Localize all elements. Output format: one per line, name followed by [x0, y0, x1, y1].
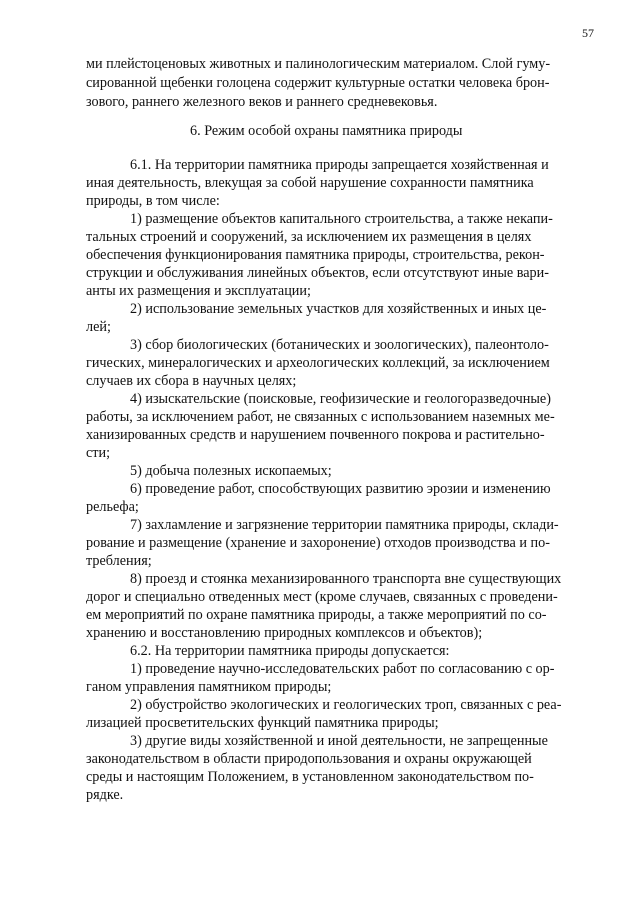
- text-line: обеспечения функционирования памятника природы, строительства, рекон-: [86, 247, 545, 263]
- text-line: ем мероприятий по охране памятника природы, а также мероприятий по со-: [86, 607, 547, 623]
- text-line: работы, за исключением работ, не связанных с использованием наземных ме-: [86, 409, 555, 425]
- text-line: 6.2. На территории памятника природы допускается:: [130, 643, 450, 659]
- text-line: струкции и обслуживания линейных объектов, если отсутствуют иные вари-: [86, 265, 549, 281]
- page-number: 57: [582, 26, 594, 40]
- section-heading: 6. Режим особой охраны памятника природы: [190, 123, 463, 139]
- text-line: случаев их сбора в научных целях;: [86, 373, 297, 389]
- text-line: 8) проезд и стоянка механизированного транспорта вне существующих: [130, 571, 562, 587]
- text-line: 2) обустройство экологических и геологических троп, связанных с реа-: [130, 697, 562, 713]
- text-line: природы, в том числе:: [86, 193, 220, 209]
- text-line: 6.1. На территории памятника природы запрещается хозяйственная и: [130, 157, 549, 173]
- text-line: рельефа;: [86, 499, 139, 515]
- text-line: лей;: [86, 319, 111, 335]
- text-line: требления;: [86, 553, 152, 569]
- text-line: 5) добыча полезных ископаемых;: [130, 463, 332, 479]
- text-line: лизацией просветительских функций памятника природы;: [86, 715, 439, 731]
- text-line: хранению и восстановлению природных комплексов и объектов);: [86, 625, 483, 641]
- text-line: 6) проведение работ, способствующих развитию эрозии и изменению: [130, 481, 551, 497]
- text-line: сированной щебенки голоцена содержит культурные остатки человека брон-: [86, 75, 550, 91]
- text-line: иная деятельность, влекущая за собой нарушение сохранности памятника: [86, 175, 534, 191]
- text-line: ханизированных средств и нарушением почвенного покрова и растительно-: [86, 427, 545, 443]
- text-line: 1) размещение объектов капитального строительства, а также некапи-: [130, 211, 553, 227]
- text-line: рядке.: [86, 787, 124, 803]
- text-line: 1) проведение научно-исследовательских работ по согласованию с ор-: [130, 661, 555, 677]
- text-line: 2) использование земельных участков для хозяйственных и иных це-: [130, 301, 547, 317]
- text-line: гических, минералогических и археологических коллекций, за исключением: [86, 355, 550, 371]
- text-line: рование и размещение (хранение и захоронение) отходов производства и по-: [86, 535, 550, 551]
- text-line: 3) сбор биологических (ботанических и зоологических), палеонтоло-: [130, 337, 549, 353]
- text-line: 4) изыскательские (поисковые, геофизические и геологоразведочные): [130, 391, 551, 407]
- text-line: ми плейстоценовых животных и палинологическим материалом. Слой гуму-: [86, 56, 551, 72]
- text-line: дорог и специально отведенных мест (кроме случаев, связанных с проведени-: [86, 589, 558, 605]
- text-line: тальных строений и сооружений, за исключением их размещения в целях: [86, 229, 532, 245]
- text-line: среды и настоящим Положением, в установленном законодательством по-: [86, 769, 534, 785]
- text-line: 7) захламление и загрязнение территории памятника природы, склади-: [130, 517, 559, 533]
- text-line: ганом управления памятником природы;: [86, 679, 332, 695]
- text-line: зового, раннего железного веков и раннего средневековья.: [86, 94, 438, 110]
- text-line: сти;: [86, 445, 111, 461]
- text-line: анты их размещения и эксплуатации;: [86, 283, 311, 299]
- text-line: законодательством в области природопользования и охраны окружающей: [86, 751, 532, 767]
- text-line: 3) другие виды хозяйственной и иной деятельности, не запрещенные: [130, 733, 548, 749]
